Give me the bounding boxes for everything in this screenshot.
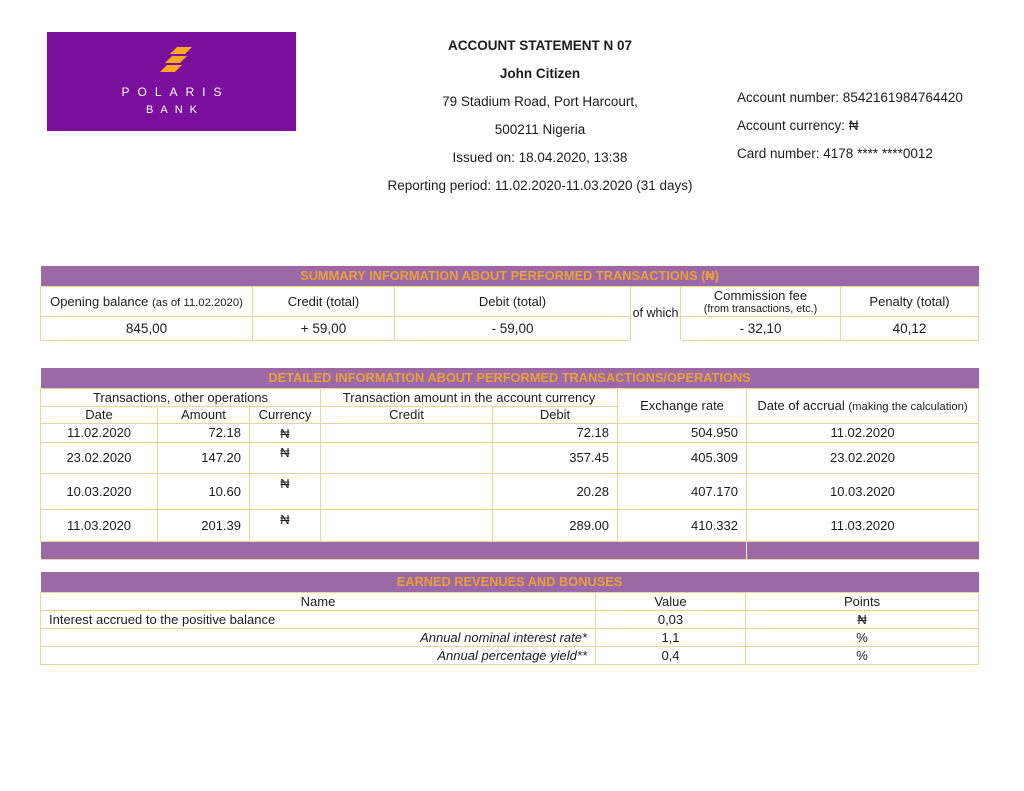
opening-balance-label: Opening balance	[50, 293, 149, 309]
detailed-title-band: DETAILED INFORMATION ABOUT PERFORMED TRANSACTIONS/OPERATIONS	[41, 368, 979, 388]
cell-debit: 72.18	[493, 423, 618, 442]
account-number: Account number: 8542161984764420	[737, 90, 963, 105]
detailed-header-exchange-rate: Exchange rate	[618, 388, 747, 423]
commission-fee-sublabel: (from transactions, etc.)	[703, 302, 818, 315]
detailed-header-amount: Amount	[158, 406, 250, 423]
cell-accrual: 11.02.2020	[747, 423, 979, 442]
cell-accrual: 10.03.2020	[747, 473, 979, 509]
cell-accrual: 23.02.2020	[747, 442, 979, 473]
cell-amount: 10.60	[158, 473, 250, 509]
account-currency: Account currency: ₦	[737, 118, 859, 133]
earned-row	[41, 646, 979, 664]
commission-fee-value: - 32,10	[681, 316, 841, 340]
transaction-row	[41, 423, 979, 442]
credit-total-value: + 59,00	[253, 316, 395, 340]
cell-rate: 410.332	[618, 509, 747, 541]
logo-wordmark-line2: BANK	[146, 103, 204, 116]
earned-value: 1,1	[596, 628, 746, 646]
cell-credit	[321, 423, 493, 442]
detailed-group-transactions: Transactions, other operations	[41, 388, 321, 406]
reporting-period: Reporting period: 11.02.2020-11.03.2020 (31 days)	[387, 178, 693, 193]
detailed-header-currency: Currency	[250, 406, 321, 423]
transaction-row	[41, 509, 979, 541]
accrual-date-sublabel: (making the calculation)	[848, 401, 968, 413]
polaris-logo	[47, 32, 296, 131]
opening-balance-date-label: (as of 11.02.2020)	[152, 296, 243, 309]
earned-name: Annual nominal interest rate*	[41, 628, 596, 646]
earned-name: Annual percentage yield**	[41, 646, 596, 664]
earned-points: %	[746, 646, 979, 664]
issued-on: Issued on: 18.04.2020, 13:38	[452, 150, 628, 165]
cell-credit	[321, 442, 493, 473]
earned-header-value: Value	[596, 592, 746, 610]
logo-wordmark-line1: POLARIS	[121, 84, 230, 99]
earned-header-name: Name	[41, 592, 596, 610]
earned-row	[41, 610, 979, 628]
cell-date: 23.02.2020	[41, 442, 158, 473]
summary-values-row	[41, 316, 979, 340]
cell-currency: ₦	[250, 509, 321, 541]
detailed-table	[40, 368, 979, 560]
cell-credit	[321, 509, 493, 541]
cell-amount: 201.39	[158, 509, 250, 541]
detailed-group-amount-currency: Transaction amount in the account currency	[321, 388, 618, 406]
cell-debit: 289.00	[493, 509, 618, 541]
address-line-1: 79 Stadium Road, Port Harcourt,	[442, 94, 638, 109]
earned-value: 0,4	[596, 646, 746, 664]
cell-date: 10.03.2020	[41, 473, 158, 509]
statement-title: ACCOUNT STATEMENT N 07	[447, 38, 632, 53]
commission-fee-label: Commission fee	[713, 287, 808, 303]
cell-debit: 357.45	[493, 442, 618, 473]
accrual-date-label: Date of accrual	[757, 398, 845, 413]
opening-balance-value: 845,00	[41, 316, 253, 340]
transaction-row	[41, 473, 979, 509]
cell-credit	[321, 473, 493, 509]
detailed-header-accrual	[747, 388, 979, 423]
transaction-row	[41, 442, 979, 473]
earned-header-points: Points	[746, 592, 979, 610]
cell-currency: ₦	[250, 442, 321, 473]
summary-header-opening	[41, 286, 253, 316]
earned-points: ₦	[746, 610, 979, 628]
earned-title-band: EARNED REVENUES AND BONUSES	[41, 572, 979, 592]
cell-amount: 72.18	[158, 423, 250, 442]
summary-title-band: SUMMARY INFORMATION ABOUT PERFORMED TRANSACTIONS (₦)	[41, 266, 979, 286]
cell-rate: 405.309	[618, 442, 747, 473]
summary-table	[40, 266, 979, 341]
earned-row	[41, 628, 979, 646]
summary-header-credit: Credit (total)	[253, 286, 395, 316]
detailed-footer-bar	[41, 541, 979, 559]
detailed-header-date: Date	[41, 406, 158, 423]
cell-amount: 147.20	[158, 442, 250, 473]
cell-date: 11.02.2020	[41, 423, 158, 442]
summary-header-of-which: of which	[631, 286, 681, 340]
cell-currency: ₦	[250, 423, 321, 442]
card-number: Card number: 4178 **** ****0012	[737, 146, 933, 161]
polaris-layers-icon	[152, 47, 192, 81]
summary-header-penalty: Penalty (total)	[841, 286, 979, 316]
address-line-2: 500211 Nigeria	[494, 122, 586, 137]
earned-value: 0,03	[596, 610, 746, 628]
penalty-total-value: 40,12	[841, 316, 979, 340]
earned-table	[40, 572, 979, 665]
summary-header-commission	[681, 286, 841, 316]
detailed-header-debit: Debit	[493, 406, 618, 423]
cell-accrual: 11.03.2020	[747, 509, 979, 541]
cell-currency: ₦	[250, 473, 321, 509]
debit-total-value: - 59,00	[395, 316, 631, 340]
earned-points: %	[746, 628, 979, 646]
customer-name: John Citizen	[499, 66, 581, 81]
cell-rate: 504.950	[618, 423, 747, 442]
detailed-header-credit: Credit	[321, 406, 493, 423]
cell-debit: 20.28	[493, 473, 618, 509]
earned-name: Interest accrued to the positive balance	[41, 610, 596, 628]
cell-date: 11.03.2020	[41, 509, 158, 541]
cell-rate: 407.170	[618, 473, 747, 509]
statement-header-center	[330, 32, 750, 200]
statement-header-right	[737, 84, 1007, 168]
summary-header-debit: Debit (total)	[395, 286, 631, 316]
